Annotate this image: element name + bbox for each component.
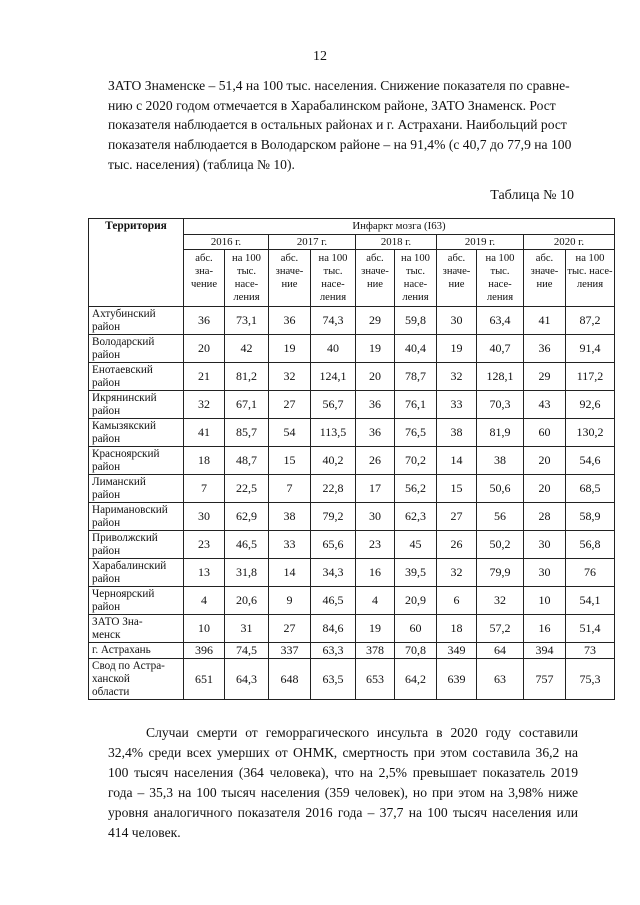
- absolute-value-cell: 394: [524, 643, 566, 659]
- territory-line: Харабалинский: [92, 560, 167, 572]
- absolute-value-cell: 10: [184, 615, 225, 643]
- territory-line: Свод по Астра-: [92, 660, 165, 672]
- table-row: [89, 475, 615, 503]
- absolute-value-cell: 20: [524, 447, 566, 475]
- per-100k-cell: 31: [225, 615, 269, 643]
- territory-line: район: [92, 405, 121, 417]
- absolute-value-cell: 38: [269, 503, 311, 531]
- absolute-value-cell: 32: [269, 363, 311, 391]
- territory-line: Приволжский: [92, 532, 158, 544]
- absolute-value-cell: 33: [437, 391, 477, 419]
- table-row: [89, 559, 615, 587]
- absolute-value-cell: 28: [524, 503, 566, 531]
- absolute-value-cell: 757: [524, 659, 566, 700]
- per-100k-cell: 40: [311, 335, 356, 363]
- per-100k-cell: 62,3: [395, 503, 437, 531]
- absolute-value-cell: 30: [524, 531, 566, 559]
- territory-line: Черноярский: [92, 588, 155, 600]
- absolute-value-cell: 54: [269, 419, 311, 447]
- table-row: [89, 419, 615, 447]
- per-100k-cell: 84,6: [311, 615, 356, 643]
- absolute-value-cell: 349: [437, 643, 477, 659]
- absolute-value-cell: 378: [356, 643, 395, 659]
- table-row: [89, 615, 615, 643]
- per-100k-cell: 64,2: [395, 659, 437, 700]
- per-100k-cell: 70,8: [395, 643, 437, 659]
- per-100k-cell: 20,9: [395, 587, 437, 615]
- table-row: [89, 659, 615, 700]
- absolute-value-cell: 648: [269, 659, 311, 700]
- per-100k-cell: 56,2: [395, 475, 437, 503]
- absolute-value-header: абс. значе- ние: [524, 250, 566, 307]
- absolute-value-cell: 23: [184, 531, 225, 559]
- per-100k-cell: 62,9: [225, 503, 269, 531]
- territory-line: район: [92, 489, 121, 501]
- absolute-value-cell: 36: [356, 391, 395, 419]
- absolute-value-cell: 7: [184, 475, 225, 503]
- per-100k-cell: 73,1: [225, 307, 269, 335]
- territory-cell: [89, 419, 184, 447]
- per-100k-cell: 76: [566, 559, 615, 587]
- absolute-value-cell: 30: [524, 559, 566, 587]
- absolute-value-cell: 33: [269, 531, 311, 559]
- per-100k-cell: 54,6: [566, 447, 615, 475]
- per-100k-header: на 100 тыс. насе- ления: [566, 250, 615, 307]
- territory-cell: [89, 559, 184, 587]
- per-100k-cell: 73: [566, 643, 615, 659]
- hemorrhagic-stroke-paragraph: Случаи смерти от геморрагического инсульта в 2020 году составили 32,4% среди всех умерших от ОНМК, смертность при этом составила 36,2 на 100 тысяч населения (364 человека), что на 2,5% превышает показатель 2019 года – 35,3 на 100 тысяч населения (359 человек), но при этом на 3,98% ниже уровня аналогичного показателя 2016 года – 37,7 на 100 тысяч населения или 414 человек.: [108, 725, 578, 840]
- territory-line: Ахтубинский: [92, 308, 156, 320]
- territory-line: район: [92, 349, 121, 361]
- absolute-value-cell: 9: [269, 587, 311, 615]
- absolute-value-cell: 396: [184, 643, 225, 659]
- intro-line: тыс. населения) (таблица № 10).: [108, 156, 295, 172]
- absolute-value-cell: 29: [356, 307, 395, 335]
- territory-line: район: [92, 461, 121, 473]
- per-100k-cell: 51,4: [566, 615, 615, 643]
- per-100k-cell: 92,6: [566, 391, 615, 419]
- per-100k-cell: 22,8: [311, 475, 356, 503]
- table-row: [89, 587, 615, 615]
- per-100k-cell: 87,2: [566, 307, 615, 335]
- territory-line: ЗАТО Зна-: [92, 616, 143, 628]
- absolute-value-cell: 653: [356, 659, 395, 700]
- per-100k-cell: 70,3: [477, 391, 524, 419]
- table-row: [89, 335, 615, 363]
- per-100k-cell: 48,7: [225, 447, 269, 475]
- per-100k-header: на 100 тыс. насе- ления: [395, 250, 437, 307]
- absolute-value-cell: 27: [269, 615, 311, 643]
- absolute-value-cell: 20: [524, 475, 566, 503]
- table-row: [89, 531, 615, 559]
- per-100k-cell: 38: [477, 447, 524, 475]
- per-100k-cell: 56,8: [566, 531, 615, 559]
- territory-cell: [89, 391, 184, 419]
- per-100k-cell: 63,3: [311, 643, 356, 659]
- year-header: 2019 г.: [437, 234, 524, 250]
- territory-cell: [89, 615, 184, 643]
- per-100k-cell: 32: [477, 587, 524, 615]
- absolute-value-cell: 30: [356, 503, 395, 531]
- absolute-value-cell: 10: [524, 587, 566, 615]
- territory-line: район: [92, 545, 121, 557]
- absolute-value-cell: 4: [356, 587, 395, 615]
- absolute-value-cell: 17: [356, 475, 395, 503]
- table-caption: Таблица № 10: [490, 188, 574, 203]
- per-100k-cell: 63: [477, 659, 524, 700]
- per-100k-cell: 45: [395, 531, 437, 559]
- absolute-value-cell: 19: [437, 335, 477, 363]
- territory-line: области: [92, 686, 130, 698]
- per-100k-cell: 76,5: [395, 419, 437, 447]
- territory-line: Наримановский: [92, 504, 168, 516]
- absolute-value-cell: 13: [184, 559, 225, 587]
- absolute-value-cell: 21: [184, 363, 225, 391]
- territory-cell: [89, 335, 184, 363]
- per-100k-cell: 79,9: [477, 559, 524, 587]
- per-100k-cell: 39,5: [395, 559, 437, 587]
- absolute-value-header: абс. значе- ние: [356, 250, 395, 307]
- absolute-value-cell: 651: [184, 659, 225, 700]
- per-100k-cell: 20,6: [225, 587, 269, 615]
- territory-line: Володарский: [92, 336, 155, 348]
- per-100k-cell: 81,2: [225, 363, 269, 391]
- territory-line: г. Астрахань: [92, 644, 151, 656]
- per-100k-cell: 54,1: [566, 587, 615, 615]
- intro-paragraph: [108, 76, 578, 175]
- absolute-value-cell: 38: [437, 419, 477, 447]
- absolute-value-cell: 23: [356, 531, 395, 559]
- territory-header: Территория: [89, 219, 184, 307]
- absolute-value-cell: 60: [524, 419, 566, 447]
- per-100k-cell: 46,5: [311, 587, 356, 615]
- territory-cell: [89, 475, 184, 503]
- absolute-value-cell: 32: [437, 363, 477, 391]
- absolute-value-cell: 32: [184, 391, 225, 419]
- absolute-value-cell: 18: [437, 615, 477, 643]
- per-100k-cell: 128,1: [477, 363, 524, 391]
- absolute-value-cell: 36: [524, 335, 566, 363]
- absolute-value-cell: 19: [356, 615, 395, 643]
- absolute-value-cell: 20: [356, 363, 395, 391]
- per-100k-cell: 70,2: [395, 447, 437, 475]
- absolute-value-cell: 32: [437, 559, 477, 587]
- absolute-value-cell: 16: [524, 615, 566, 643]
- absolute-value-cell: 26: [356, 447, 395, 475]
- absolute-value-cell: 43: [524, 391, 566, 419]
- territory-cell: [89, 643, 184, 659]
- per-100k-cell: 63,4: [477, 307, 524, 335]
- territory-line: ханской: [92, 673, 130, 685]
- intro-line: показателя наблюдается в Володарском районе – на 91,4% (с 40,7 до 77,9 на 100: [108, 137, 572, 153]
- per-100k-cell: 31,8: [225, 559, 269, 587]
- territory-line: район: [92, 433, 121, 445]
- intro-line: ЗАТО Знаменске – 51,4 на 100 тыс. населения. Снижение показателя по сравне-: [108, 78, 570, 93]
- per-100k-cell: 65,6: [311, 531, 356, 559]
- absolute-value-cell: 14: [437, 447, 477, 475]
- absolute-value-cell: 41: [184, 419, 225, 447]
- absolute-value-cell: 26: [437, 531, 477, 559]
- per-100k-cell: 60: [395, 615, 437, 643]
- absolute-value-cell: 16: [356, 559, 395, 587]
- absolute-value-cell: 19: [269, 335, 311, 363]
- per-100k-cell: 81,9: [477, 419, 524, 447]
- per-100k-cell: 74,5: [225, 643, 269, 659]
- per-100k-cell: 67,1: [225, 391, 269, 419]
- territory-line: район: [92, 573, 121, 585]
- absolute-value-cell: 639: [437, 659, 477, 700]
- table-row: [89, 643, 615, 659]
- territory-line: район: [92, 377, 121, 389]
- territory-line: район: [92, 601, 121, 613]
- per-100k-cell: 75,3: [566, 659, 615, 700]
- year-header: 2020 г.: [524, 234, 615, 250]
- per-100k-cell: 22,5: [225, 475, 269, 503]
- per-100k-cell: 59,8: [395, 307, 437, 335]
- per-100k-cell: 68,5: [566, 475, 615, 503]
- territory-line: Енотаевский: [92, 364, 153, 376]
- per-100k-cell: 42: [225, 335, 269, 363]
- per-100k-cell: 74,3: [311, 307, 356, 335]
- per-100k-cell: 46,5: [225, 531, 269, 559]
- per-100k-cell: 91,4: [566, 335, 615, 363]
- per-100k-header: на 100 тыс. насе- ления: [477, 250, 524, 307]
- table-row: [89, 503, 615, 531]
- per-100k-cell: 117,2: [566, 363, 615, 391]
- absolute-value-cell: 36: [184, 307, 225, 335]
- absolute-value-cell: 337: [269, 643, 311, 659]
- territory-cell: [89, 659, 184, 700]
- table-row: [89, 363, 615, 391]
- territory-line: район: [92, 517, 121, 529]
- absolute-value-cell: 6: [437, 587, 477, 615]
- per-100k-cell: 64: [477, 643, 524, 659]
- per-100k-cell: 85,7: [225, 419, 269, 447]
- per-100k-header: на 100 тыс. насе- ления: [311, 250, 356, 307]
- territory-line: менск: [92, 629, 121, 641]
- absolute-value-cell: 14: [269, 559, 311, 587]
- per-100k-cell: 79,2: [311, 503, 356, 531]
- intro-line: нию с 2020 годом отмечается в Харабалинском районе, ЗАТО Знаменск. Рост: [108, 97, 556, 113]
- absolute-value-cell: 36: [269, 307, 311, 335]
- absolute-value-cell: 30: [437, 307, 477, 335]
- absolute-value-header: абс. зна- чение: [184, 250, 225, 307]
- per-100k-cell: 63,5: [311, 659, 356, 700]
- absolute-value-cell: 19: [356, 335, 395, 363]
- absolute-value-header: абс. значе- ние: [269, 250, 311, 307]
- territory-line: Камызякский: [92, 420, 156, 432]
- year-header: 2018 г.: [356, 234, 437, 250]
- per-100k-cell: 50,2: [477, 531, 524, 559]
- absolute-value-cell: 36: [356, 419, 395, 447]
- per-100k-cell: 78,7: [395, 363, 437, 391]
- per-100k-cell: 50,6: [477, 475, 524, 503]
- stroke-statistics-table: [88, 218, 615, 700]
- year-header: 2016 г.: [184, 234, 269, 250]
- absolute-value-cell: 41: [524, 307, 566, 335]
- absolute-value-header: абс. значе- ние: [437, 250, 477, 307]
- table-row: [89, 307, 615, 335]
- absolute-value-cell: 30: [184, 503, 225, 531]
- per-100k-cell: 124,1: [311, 363, 356, 391]
- absolute-value-cell: 27: [269, 391, 311, 419]
- per-100k-header: на 100 тыс. насе- ления: [225, 250, 269, 307]
- absolute-value-cell: 4: [184, 587, 225, 615]
- absolute-value-cell: 15: [269, 447, 311, 475]
- absolute-value-cell: 20: [184, 335, 225, 363]
- per-100k-cell: 130,2: [566, 419, 615, 447]
- per-100k-cell: 64,3: [225, 659, 269, 700]
- absolute-value-cell: 18: [184, 447, 225, 475]
- per-100k-cell: 56,7: [311, 391, 356, 419]
- territory-cell: [89, 503, 184, 531]
- intro-line: показателя наблюдается в остальных районах и г. Астрахани. Наибольций рост: [108, 117, 567, 133]
- absolute-value-cell: 7: [269, 475, 311, 503]
- per-100k-cell: 56: [477, 503, 524, 531]
- year-header: 2017 г.: [269, 234, 356, 250]
- per-100k-cell: 76,1: [395, 391, 437, 419]
- per-100k-cell: 40,4: [395, 335, 437, 363]
- territory-cell: [89, 363, 184, 391]
- territory-cell: [89, 531, 184, 559]
- group-header: Инфаркт мозга (I63): [184, 219, 615, 235]
- per-100k-cell: 40,7: [477, 335, 524, 363]
- per-100k-cell: 113,5: [311, 419, 356, 447]
- territory-line: Красноярский: [92, 448, 160, 460]
- absolute-value-cell: 15: [437, 475, 477, 503]
- absolute-value-cell: 27: [437, 503, 477, 531]
- page-number: 12: [313, 49, 327, 64]
- table-row: [89, 447, 615, 475]
- per-100k-cell: 57,2: [477, 615, 524, 643]
- per-100k-cell: 40,2: [311, 447, 356, 475]
- per-100k-cell: 34,3: [311, 559, 356, 587]
- per-100k-cell: 58,9: [566, 503, 615, 531]
- table-row: [89, 391, 615, 419]
- territory-line: Лиманский: [92, 476, 146, 488]
- territory-cell: [89, 587, 184, 615]
- absolute-value-cell: 29: [524, 363, 566, 391]
- territory-cell: [89, 307, 184, 335]
- territory-cell: [89, 447, 184, 475]
- territory-line: район: [92, 321, 121, 333]
- territory-line: Икрянинский: [92, 392, 157, 404]
